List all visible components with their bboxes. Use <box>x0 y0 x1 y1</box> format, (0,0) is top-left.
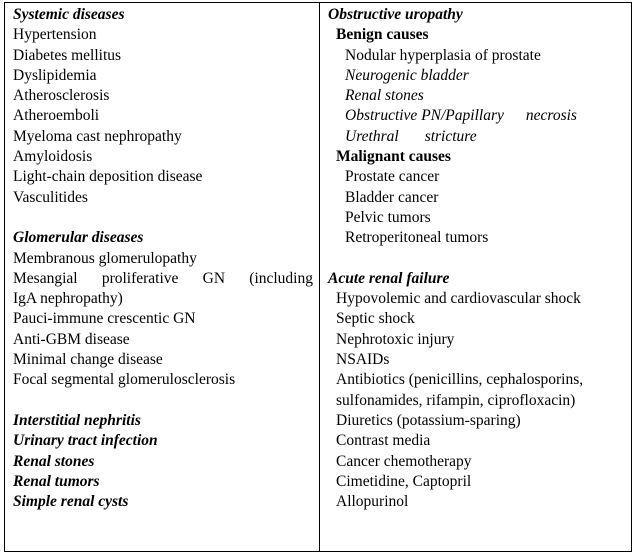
list-item: Diabetes mellitus <box>13 46 122 64</box>
section-heading-interstitial-nephritis: Interstitial nephritis <box>13 411 141 429</box>
list-item: Light-chain deposition disease <box>13 168 203 186</box>
list-item-continuation: IgA nephropathy) <box>13 290 123 308</box>
list-item: Cancer chemotherapy <box>336 452 472 470</box>
list-item-antibiotics: Antibiotics (penicillins, cephalosporins, <box>336 371 584 389</box>
list-item: Amyloidosis <box>13 148 93 166</box>
list-item: Contrast media <box>336 432 431 450</box>
list-item: Pelvic tumors <box>345 208 431 226</box>
word: stricture <box>424 127 477 145</box>
list-item: Dyslipidemia <box>13 66 97 84</box>
section-heading-renal-tumors: Renal tumors <box>13 472 100 490</box>
word: Urethral <box>345 127 399 145</box>
list-item: Vasculitides <box>13 188 88 206</box>
spacer <box>13 208 313 228</box>
list-item: Atherosclerosis <box>13 87 110 105</box>
list-item: Neurogenic bladder <box>345 66 469 84</box>
list-item: Prostate cancer <box>345 168 440 186</box>
subheading-malignant-causes: Malignant causes <box>336 148 451 166</box>
section-heading-acute-renal-failure: Acute renal failure <box>328 269 450 287</box>
list-item: Pauci-immune crescentic GN <box>13 310 196 328</box>
list-item-mesangial-line <box>13 269 313 289</box>
word: proliferative <box>101 269 179 287</box>
list-item: Retroperitoneal tumors <box>345 229 489 247</box>
section-heading-systemic-diseases: Systemic diseases <box>13 6 125 23</box>
list-item: Hypovolemic and cardiovascular shock <box>336 290 581 308</box>
word: Mesangial <box>13 269 78 287</box>
list-item: Minimal change disease <box>13 351 163 369</box>
spacer <box>13 391 313 411</box>
section-heading-glomerular-diseases: Glomerular diseases <box>13 229 144 247</box>
list-item-urethral-stricture <box>328 127 628 147</box>
column-divider <box>319 2 320 552</box>
list-item: Membranous glomerulopathy <box>13 249 197 267</box>
subheading-benign-causes: Benign causes <box>336 26 429 44</box>
list-item: Nodular hyperplasia of prostate <box>345 46 541 64</box>
word: GN <box>202 269 226 287</box>
list-item: Septic shock <box>336 310 415 328</box>
list-item: Anti-GBM disease <box>13 330 130 348</box>
list-item: Allopurinol <box>336 493 409 511</box>
phrase: Obstructive PN/Papillary <box>345 107 504 125</box>
right-column <box>328 5 628 512</box>
section-heading-renal-stones: Renal stones <box>13 452 95 470</box>
list-item: NSAIDs <box>336 351 390 369</box>
section-heading-obstructive-uropathy: Obstructive uropathy <box>328 6 463 23</box>
list-item: Myeloma cast nephropathy <box>13 127 182 145</box>
list-item: Bladder cancer <box>345 188 439 206</box>
left-column <box>13 5 313 512</box>
spacer <box>328 249 628 269</box>
list-item: Cimetidine, Captopril <box>336 472 472 490</box>
phrase: necrosis <box>525 107 577 125</box>
list-item: Diuretics (potassium-sparing) <box>336 411 521 429</box>
word: (including <box>249 269 313 287</box>
list-item-obstructive-pn <box>328 106 628 126</box>
section-heading-simple-renal-cysts: Simple renal cysts <box>13 493 129 511</box>
list-item: Focal segmental glomerulosclerosis <box>13 371 236 389</box>
list-item-continuation: sulfonamides, rifampin, ciprofloxacin) <box>336 391 576 409</box>
list-item: Atheroemboli <box>13 107 100 125</box>
section-heading-urinary-tract-infection: Urinary tract infection <box>13 432 158 450</box>
list-item: Hypertension <box>13 26 97 44</box>
list-item: Nephrotoxic injury <box>336 330 455 348</box>
list-item: Renal stones <box>345 87 424 105</box>
